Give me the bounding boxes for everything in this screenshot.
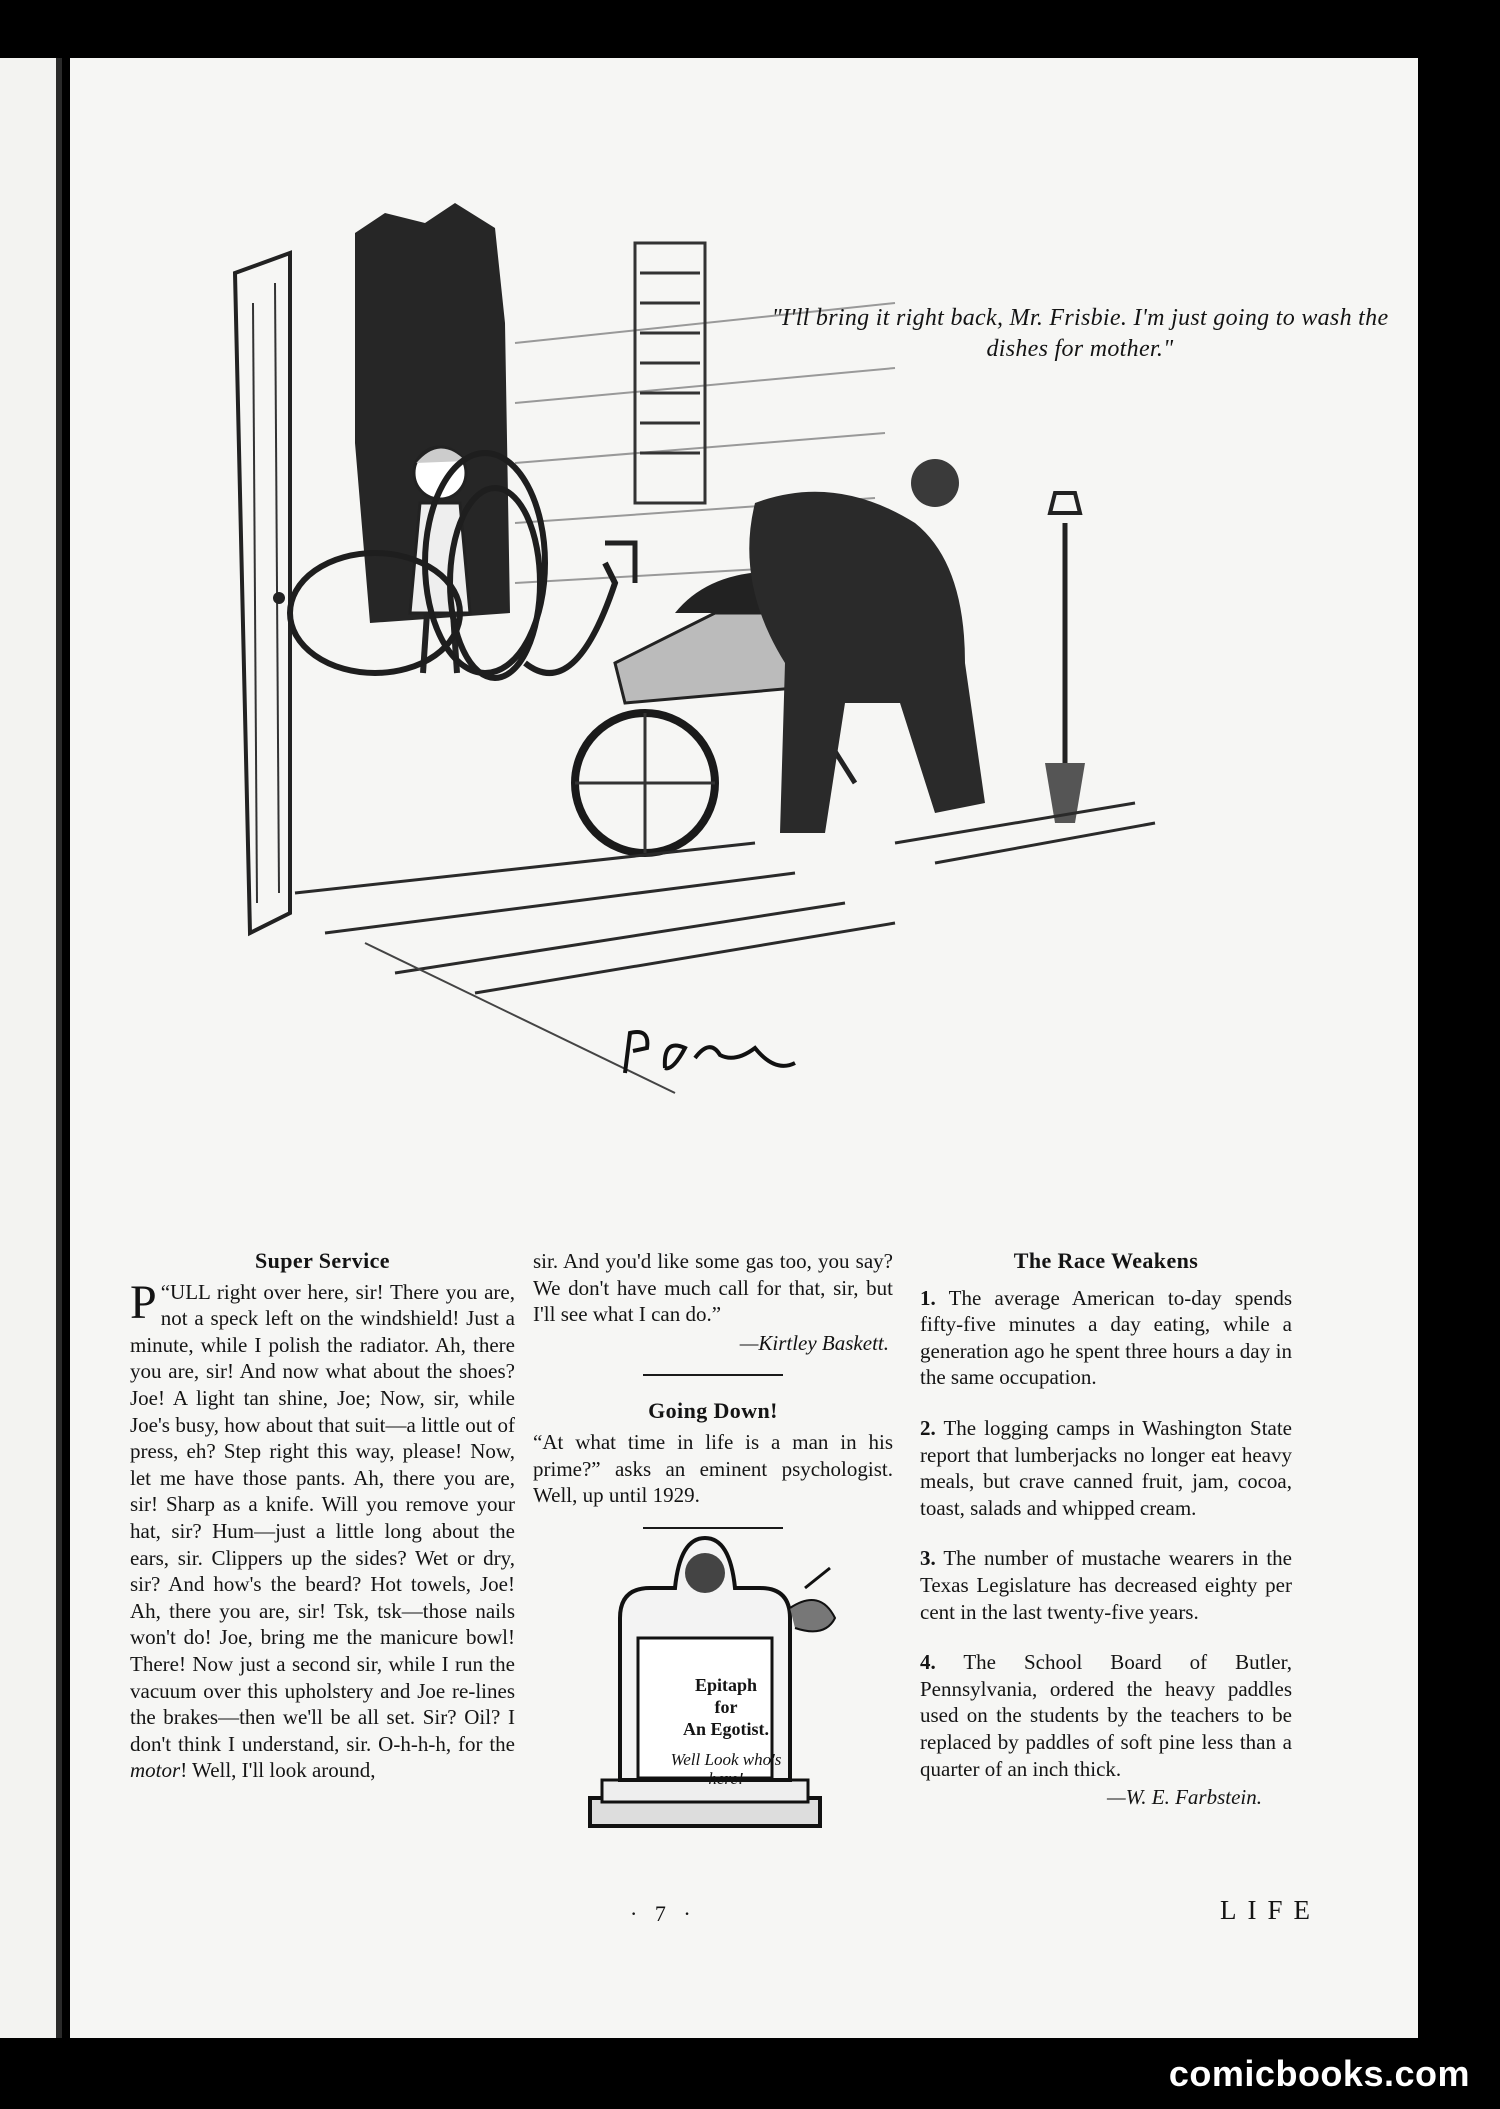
super-service-text-end: ! Well, I'll look around, [180,1758,376,1783]
race-weakens-title: The Race Weakens [1013,1248,1199,1273]
watermark: comicbooks.com [1168,2053,1470,2094]
epitaph-tombstone [580,1518,880,1838]
ground-shading [295,803,1155,993]
divider-rule [643,1374,783,1376]
super-service-body [130,1275,515,1784]
shovel [1045,493,1085,823]
item-number: 1. [920,1285,936,1310]
page-number: · 7 · [630,1901,697,1926]
super-service-emphasis: motor [130,1758,181,1783]
item-text: The School Board of Butler, Pennsylvania, ordered the heavy paddles used on the students by the teachers to be replaced by paddles of soft pine less than a quarter of an inch thick. [920,1650,1292,1781]
item-number: 3. [920,1546,936,1571]
item-text: The logging camps in Washington State report that lumberjacks no longer eat heavy meals, but crave canned fruit, jam, cocoa, toast, salads and whipped cream. [920,1415,1293,1520]
item-number: 2. [920,1415,936,1440]
article-race-weakens [920,1248,1292,1811]
magazine-name: LIFE [1220,1895,1321,1925]
item-number: 4. [920,1650,936,1675]
drop-cap: P [130,1275,157,1329]
epitaph-line-3: An Egotist. [682,1719,769,1739]
cartoon-caption: "I'll bring it right back, Mr. Frisbie. I'm just going to wash the dishes for mother." [771,305,1389,362]
magazine-page [70,58,1418,2038]
item-text: The number of mustache wearers in the Texas Legislature has decreased eighty per cent in the last twenty-five years. [920,1546,1292,1624]
going-down-title: Going Down! [648,1398,778,1424]
super-service-title: Super Service [255,1248,390,1273]
epitaph-text [662,1674,790,1788]
item-text: The average American to-day spends fifty-five minutes a day eating, while a generation ago he spent three hours a day in the same occupation. [920,1285,1292,1390]
epitaph-line-2: for [714,1697,738,1717]
super-service-text: ULL right over here, sir! There you are, not a speck left on the windshield! Just a minute, while I polish the radiator. Ah, there you are, sir! And now what about the shoes? Joe! A light tan shine, Joe; Now, sir, while Joe's busy, how about that suit—a little out of press, eh? Step right this way, please! Now, let me have those pants. Ah, there you are, sir! Sharp as a knife. Will you remove your hat, sir? Hum—just a little long about the ears, sir. Clippers up the sides? Wet or dry, sir? And how's the beard? Hot towels, Joe! Ah, there you are, sir! Tsk, tsk—those nails won't do! Joe, bring me the manicure bowl! There! Now just a second sir, while I run the vacuum over this upholstery and Joe re-lines the brakes—then we'll be all set. Sir? Oil? I don't think I understand, sir. O-h-h-h, for the [130,1279,515,1756]
artist-signature [625,1032,795,1073]
man-figure [749,459,985,833]
race-weakens-byline: —W. E. Farbstein. [1107,1785,1262,1810]
race-item-4 [920,1649,1292,1782]
middle-column [533,1248,893,1551]
epitaph-motto: Well Look who's here! [670,1750,782,1788]
window-shutter [635,243,705,503]
race-item-1 [920,1285,1292,1391]
going-down-body: “At what time in life is a man in his prime?” asks an eminent psychologist. Well, up until 1929. [533,1429,893,1508]
article-super-service [130,1248,515,1784]
epitaph-line-1: Epitaph [694,1675,758,1695]
super-service-byline: —Kirtley Baskett. [739,1330,889,1355]
page-gutter [56,58,62,2038]
race-item-2 [920,1415,1292,1521]
previous-page-edge [0,58,62,2038]
race-item-3 [920,1545,1292,1625]
super-service-continued: sir. And you'd like some gas too, you say? We don't have much call for that, sir, but I'll see what I can do.” [533,1249,893,1327]
open-quote: “ [160,1279,171,1304]
